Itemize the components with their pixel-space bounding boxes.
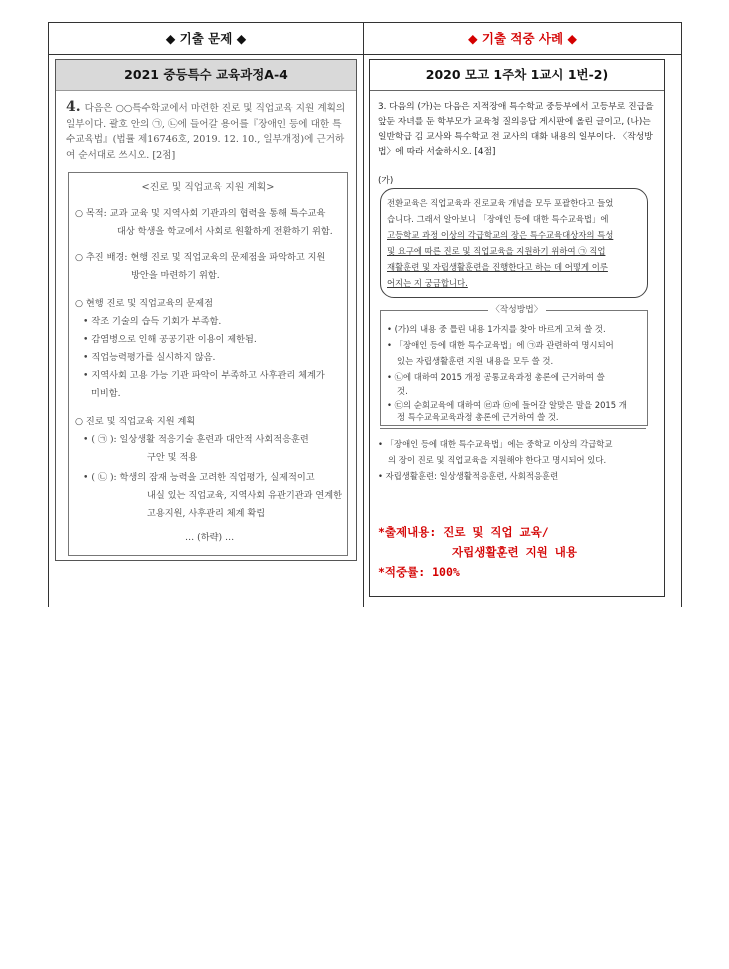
summary-content: *출제내용: 진로 및 직업 교육/	[378, 525, 549, 539]
summary-content-2: 자립생활훈련 지원 내용	[452, 545, 577, 559]
plan-line: • ( ㉡ ): 학생의 잠재 능력을 고려한 직업평가, 실제적이고	[83, 472, 315, 483]
hit-rate: *적중률: 100%	[378, 565, 460, 579]
exam-question-panel	[55, 59, 357, 561]
method-line: 정 특수교육교육과정 총론에 근거하여 쓸 것.	[397, 412, 559, 422]
passage-line: 고등학교 과정 이상의 각급학교의 장은 특수교육대상자의 특성	[387, 230, 614, 240]
ga-passage-box	[380, 188, 648, 298]
question-number: 4.	[66, 99, 81, 115]
plan-line: 내실 있는 직업교육, 지역사회 유관기관과 연계한	[147, 490, 343, 501]
plan-title: <진로 및 직업교육 지원 계획>	[141, 182, 275, 193]
plan-line: 방안을 마련하기 위함.	[131, 270, 220, 281]
method-line: • ㉢의 순회교육에 대하여 ㉣과 ㉤에 들어갈 알맞은 말을 2015 개	[387, 400, 627, 410]
note-line: • 자립생활훈련: 일상생활적응훈련, 사회적응훈련	[378, 471, 559, 481]
passage-line: 전환교육은 직업교육과 진로교육 개념을 모두 포괄한다고 들었	[387, 198, 614, 208]
note-line: • 「장애인 등에 대한 특수교육법」에는 중학교 이상의 각급학교	[378, 439, 613, 449]
plan-line: 고용지원, 사후관리 체계 확립	[147, 508, 266, 519]
support-plan-box	[68, 172, 348, 556]
header-past-exam: ◆ 기출 문제 ◆	[165, 31, 247, 46]
passage-line: 재활훈련 및 자립생활훈련을 진행한다고 하는 데 어떻게 이루	[387, 262, 608, 272]
method-title: 〈작성방법〉	[488, 302, 546, 315]
note-divider	[380, 428, 646, 429]
column-divider	[363, 23, 364, 607]
plan-ellipsis: … (하략) …	[185, 532, 235, 543]
plan-line: ○ 추진 배경: 현행 진로 및 직업교육의 문제점을 파악하고 지원	[75, 252, 326, 263]
plan-line: • 지역사회 고용 가능 기관 파악이 부족하고 사후관리 체계가	[83, 370, 325, 381]
header-hit-case: ◆ 기출 적중 사례 ◆	[467, 31, 578, 46]
exam-title: 2021 중등특수 교육과정A-4	[56, 60, 356, 91]
mock-exam-title: 2020 모고 1주차 1교시 1번-2)	[370, 60, 664, 91]
plan-line: • 직업능력평가를 실시하지 않음.	[83, 352, 216, 363]
method-line: • ㉡에 대하여 2015 개정 공통교육과정 총론에 근거하여 쓸	[387, 372, 605, 382]
plan-line: 대상 학생을 학교에서 사회로 원활하게 전환하기 위함.	[117, 226, 333, 237]
plan-line: 구안 및 적용	[147, 452, 198, 463]
method-line: • (가)의 내용 중 틀린 내용 1가지를 찾아 바르게 고쳐 쓸 것.	[387, 324, 606, 334]
comparison-table	[48, 22, 682, 607]
hit-case-panel	[369, 59, 665, 597]
method-line: 것.	[397, 386, 408, 396]
plan-line: • 작조 기술의 습득 기회가 부족함.	[83, 316, 222, 327]
ga-label: (가)	[378, 176, 394, 186]
header-divider	[49, 54, 681, 55]
method-line: 있는 자립생활훈련 지원 내용을 모두 쓸 것.	[397, 356, 554, 366]
note-line: 의 장이 진로 및 직업교육을 지원해야 한다고 명시되어 있다.	[388, 455, 607, 465]
mock-question-text: 3. 다음의 (가)는 다음은 지적장애 특수학교 중등부에서 고등부로 진급을 앞둔 자녀를 둔 학부모가 교육청 질의응답 게시판에 올린 글이고, (나)는 일반학급 김 교사와 특수학교 전 교사의 대화 내용의 일부이다. 〈작성방법〉에 따라 서술하시오. [4점]	[378, 102, 654, 157]
passage-line: 어지는 지 궁금합니다.	[387, 278, 468, 288]
method-line: • 「장애인 등에 대한 특수교육법」에 ㉠과 관련하여 명시되어	[387, 340, 614, 350]
plan-line: ○ 진로 및 직업교육 지원 계획	[75, 416, 196, 427]
plan-line: • ( ㉠ ): 일상생활 적응기술 훈련과 대안적 사회적응훈련	[83, 434, 309, 445]
question-body: 다음은 ○○특수학교에서 마련한 진로 및 직업교육 지원 계획의 일부이다. 괄호 안의 ㉠, ㉡에 들어갈 용어를『장애인 등에 대한 특수교육법』(법률 제16746호, 2019. 12. 10., 일부개정)에 근거하여 순서대로 쓰시오. [2점]	[66, 103, 346, 161]
plan-line: ○ 현행 진로 및 직업교육의 문제점	[75, 298, 213, 309]
plan-line: 미비함.	[91, 388, 121, 399]
plan-line: ○ 목적: 교과 교육 및 지역사회 기관과의 협력을 통해 특수교육	[75, 208, 326, 219]
method-box	[380, 310, 648, 426]
passage-line: 및 요구에 따른 진로 및 직업교육을 지원하기 위하여 ㉠ 직업	[387, 246, 606, 256]
passage-line: 습니다. 그래서 알아보니 「장애인 등에 대한 특수교육법」에	[387, 214, 609, 224]
exam-question-text	[66, 100, 348, 163]
plan-line: • 감염병으로 인해 공공기관 이용이 제한됨.	[83, 334, 257, 345]
